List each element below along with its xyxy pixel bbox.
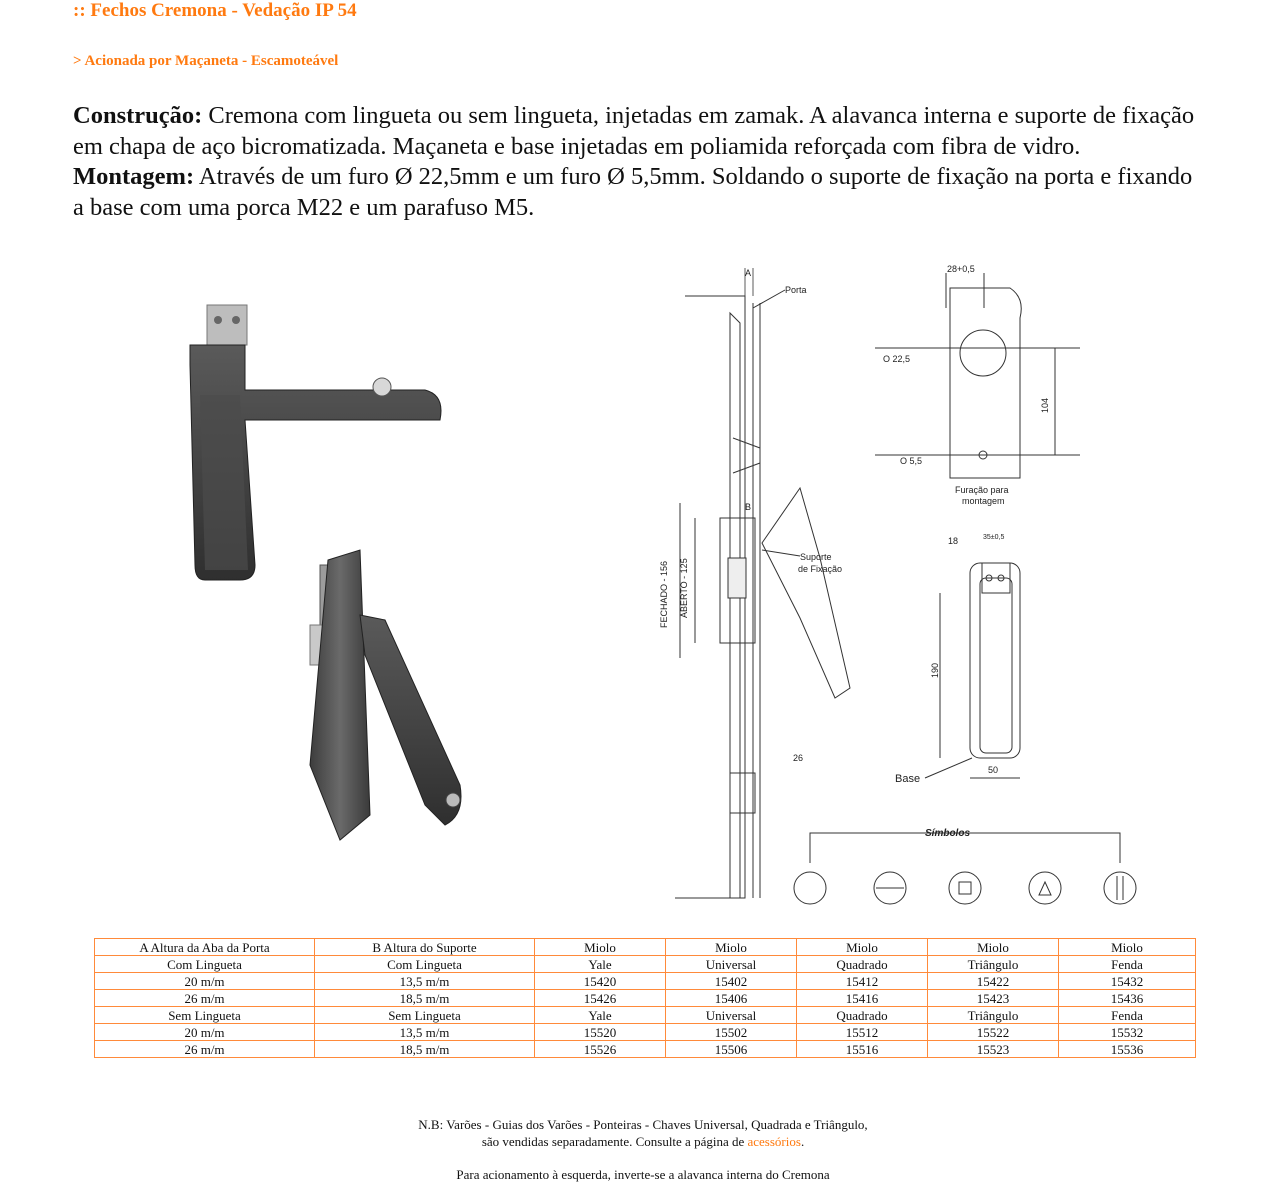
table-cell: 15416: [797, 990, 928, 1007]
table-cell: 15402: [666, 973, 797, 990]
note-line-1: N.B: Varões - Guias dos Varões - Ponteiras - Chaves Universal, Quadrada e Triângulo,: [418, 1117, 868, 1132]
label-55: O 5,5: [900, 456, 923, 466]
table-cell: 15432: [1059, 973, 1196, 990]
table-row: [95, 1041, 1196, 1058]
table-cell: 15526: [535, 1041, 666, 1058]
table-row: [95, 1007, 1196, 1024]
label-fixacao: de Fixação: [798, 564, 843, 574]
table-cell: 15422: [928, 973, 1059, 990]
label-26: 26: [793, 753, 804, 763]
label-simbolos: Símbolos: [925, 828, 971, 839]
label-190: 190: [930, 662, 940, 678]
table-cell: Miolo: [797, 939, 928, 956]
table-cell: Miolo: [666, 939, 797, 956]
table-cell: 18,5 m/m: [315, 1041, 535, 1058]
label-suporte: Suporte: [800, 552, 832, 562]
table-cell: 15536: [1059, 1041, 1196, 1058]
table-row: [95, 1024, 1196, 1041]
table-cell: Fenda: [1059, 956, 1196, 973]
table-cell: 15522: [928, 1024, 1059, 1041]
table-cell: 15506: [666, 1041, 797, 1058]
note: [0, 1116, 1286, 1150]
accessories-link[interactable]: acessórios: [747, 1134, 801, 1149]
construcao-text: Cremona com lingueta ou sem lingueta, injetadas em zamak. A alavanca interna e suporte de fixação em chapa de aço bicromatizada. Maçaneta e base injetadas em poliamida reforçada com fibra de vidro.: [73, 102, 1195, 160]
page-title: :: Fechos Cremona - Vedação IP 54: [73, 0, 357, 21]
table-cell: A Altura da Aba da Porta: [95, 939, 315, 956]
table-row: [95, 973, 1196, 990]
table-cell: 15436: [1059, 990, 1196, 1007]
table-cell: Com Lingueta: [95, 956, 315, 973]
label-base: Base: [895, 773, 921, 785]
table-cell: 13,5 m/m: [315, 973, 535, 990]
label-b: B: [745, 502, 752, 512]
table-cell: 15412: [797, 973, 928, 990]
description: [73, 101, 1203, 223]
table-cell: 15520: [535, 1024, 666, 1041]
table-cell: 15512: [797, 1024, 928, 1041]
table-cell: 15426: [535, 990, 666, 1007]
label-fechado: FECHADO - 156: [659, 560, 669, 628]
label-50: 50: [988, 765, 999, 775]
spec-table: [94, 938, 1196, 1058]
table-cell: Miolo: [1059, 939, 1196, 956]
table-cell: 20 m/m: [95, 1024, 315, 1041]
montagem-label: Montagem:: [73, 163, 195, 190]
table-cell: 15532: [1059, 1024, 1196, 1041]
label-35: 35±0,5: [983, 534, 1005, 541]
table-row: [95, 939, 1196, 956]
table-cell: Quadrado: [797, 956, 928, 973]
table-cell: Universal: [666, 1007, 797, 1024]
table-row: [95, 956, 1196, 973]
table-row: [95, 990, 1196, 1007]
label-furacao-2: montagem: [962, 496, 1005, 506]
table-cell: 15523: [928, 1041, 1059, 1058]
label-28: 28+0,5: [947, 264, 975, 274]
footer-note: Para acionamento à esquerda, inverte-se a alavanca interna do Cremona: [456, 1167, 830, 1182]
note-line-2-suffix: .: [800, 1134, 805, 1149]
label-furacao-1: Furação para: [955, 485, 1009, 495]
table-cell: Miolo: [535, 939, 666, 956]
label-a: A: [745, 268, 752, 278]
product-photo: [160, 295, 490, 845]
table-cell: Sem Lingueta: [315, 1007, 535, 1024]
construcao-label: Construção:: [73, 102, 203, 129]
technical-drawing: [650, 258, 1170, 918]
table-cell: 13,5 m/m: [315, 1024, 535, 1041]
page-subtitle: > Acionada por Maçaneta - Escamoteável: [73, 53, 339, 69]
table-cell: Yale: [535, 1007, 666, 1024]
table-cell: Miolo: [928, 939, 1059, 956]
table-cell: Triângulo: [928, 1007, 1059, 1024]
label-aberto: ABERTO - 125: [679, 558, 689, 618]
table-cell: Com Lingueta: [315, 956, 535, 973]
table-cell: Fenda: [1059, 1007, 1196, 1024]
table-cell: Triângulo: [928, 956, 1059, 973]
table-cell: 15423: [928, 990, 1059, 1007]
note-line-2-prefix: são vendidas separadamente. Consulte a página de: [481, 1134, 748, 1149]
montagem-text: Através de um furo Ø 22,5mm e um furo Ø 5,5mm. Soldando o suporte de fixação na porta e fixando a base com uma porca M22 e um parafuso M5.: [73, 163, 1193, 221]
label-porta: Porta: [785, 285, 807, 295]
label-18: 18: [948, 536, 959, 546]
table-cell: B Altura do Suporte: [315, 939, 535, 956]
table-cell: 15516: [797, 1041, 928, 1058]
label-225: O 22,5: [883, 354, 911, 364]
label-104: 104: [1040, 397, 1050, 413]
table-cell: 15420: [535, 973, 666, 990]
table-cell: 26 m/m: [95, 990, 315, 1007]
table-cell: 20 m/m: [95, 973, 315, 990]
table-cell: 18,5 m/m: [315, 990, 535, 1007]
table-cell: 15406: [666, 990, 797, 1007]
table-cell: Sem Lingueta: [95, 1007, 315, 1024]
table-cell: Universal: [666, 956, 797, 973]
table-cell: Quadrado: [797, 1007, 928, 1024]
table-cell: 26 m/m: [95, 1041, 315, 1058]
table-cell: Yale: [535, 956, 666, 973]
table-cell: 15502: [666, 1024, 797, 1041]
